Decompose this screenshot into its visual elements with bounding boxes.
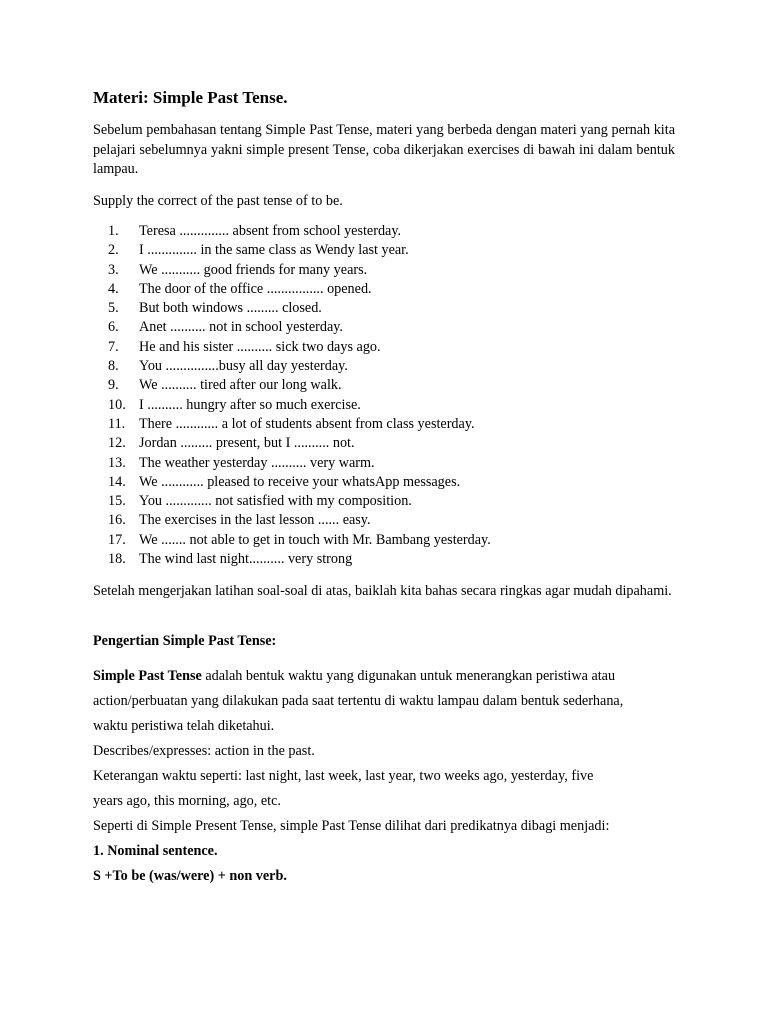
after-exercise-paragraph: Setelah mengerjakan latihan soal-soal di atas, baiklah kita bahas secara ringkas agar mudah dipahami. xyxy=(93,583,672,599)
definition-text: adalah bentuk waktu yang digunakan untuk menerangkan peristiwa atau xyxy=(201,668,616,684)
exercise-text: The door of the office ................ opened. xyxy=(139,280,372,297)
exercise-number: 13. xyxy=(108,454,126,471)
exercise-text: Anet .......... not in school yesterday. xyxy=(139,319,343,336)
exercise-number: 6. xyxy=(108,319,119,336)
exercise-text: We .......... tired after our long walk. xyxy=(139,377,342,394)
exercise-number: 9. xyxy=(108,377,119,394)
keterangan-line: Keterangan waktu seperti: last night, last week, last year, two weeks ago, yesterday, five xyxy=(93,768,594,784)
describes-line: Describes/expresses: action in the past. xyxy=(93,743,315,759)
definition-line: action/perbuatan yang dilakukan pada saat tertentu di waktu lampau dalam bentuk sederhana, xyxy=(93,693,624,709)
exercise-text: The wind last night.......... very strong xyxy=(139,551,353,568)
exercise-text: We ....... not able to get in touch with Mr. Bambang yesterday. xyxy=(139,531,491,548)
exercise-instruction: Supply the correct of the past tense of to be. xyxy=(93,193,343,209)
exercise-text: There ............ a lot of students absent from class yesterday. xyxy=(139,415,475,432)
exercise-text: We ........... good friends for many years. xyxy=(139,261,368,278)
exercise-number: 3. xyxy=(108,261,119,278)
formula-line: S +To be (was/were) + non verb. xyxy=(93,868,287,884)
exercise-number: 15. xyxy=(108,493,126,510)
keterangan-line: years ago, this morning, ago, etc. xyxy=(93,793,281,809)
exercise-number: 5. xyxy=(108,300,119,317)
exercise-text: You ...............busy all day yesterday. xyxy=(139,358,348,375)
exercise-number: 11. xyxy=(108,415,126,432)
document-title: Materi: Simple Past Tense. xyxy=(93,88,288,107)
exercise-number: 1. xyxy=(108,223,119,239)
nominal-sentence-heading: 1. Nominal sentence. xyxy=(93,843,218,859)
exercise-text: He and his sister .......... sick two days ago. xyxy=(139,338,381,355)
exercise-number: 4. xyxy=(108,280,119,297)
exercise-number: 2. xyxy=(108,242,119,259)
definition-section xyxy=(93,664,683,889)
exercise-text: But both windows ......... closed. xyxy=(139,300,322,317)
exercise-number: 17. xyxy=(108,531,126,548)
exercise-text: We ............ pleased to receive your whatsApp messages. xyxy=(139,473,461,490)
definition-term: Simple Past Tense xyxy=(93,668,202,684)
definition-line: waktu peristiwa telah diketahui. xyxy=(93,718,275,734)
definition-line xyxy=(93,664,683,689)
exercise-number: 7. xyxy=(108,338,119,355)
predikat-line: Seperti di Simple Present Tense, simple Past Tense dilihat dari predikatnya dibagi menjadi: xyxy=(93,818,610,834)
section-heading: Pengertian Simple Past Tense: xyxy=(93,633,277,649)
exercise-text: The exercises in the last lesson ...... easy. xyxy=(139,512,371,529)
exercise-number: 8. xyxy=(108,358,119,375)
exercise-number: 12. xyxy=(108,435,126,452)
exercise-text: The weather yesterday .......... very warm. xyxy=(139,454,375,471)
exercise-number: 14. xyxy=(108,473,126,490)
exercise-text: You ............. not satisfied with my composition. xyxy=(139,493,412,510)
intro-paragraph: Sebelum pembahasan tentang Simple Past Tense, materi yang berbeda dengan materi yang pernah kita pelajari sebelumnya yakni simple present Tense, coba dikerjakan exercises di bawah ini dalam bentuk lampau. xyxy=(93,122,675,177)
exercise-text: Jordan ......... present, but I .......... not. xyxy=(139,435,355,452)
exercise-text: I .............. in the same class as Wendy last year. xyxy=(139,242,409,259)
exercise-number: 18. xyxy=(108,551,126,568)
exercise-text: I .......... hungry after so much exercise. xyxy=(139,396,361,413)
exercise-text: Teresa .............. absent from school yesterday. xyxy=(139,223,402,239)
exercise-number: 10. xyxy=(108,396,126,413)
exercise-number: 16. xyxy=(108,512,126,529)
